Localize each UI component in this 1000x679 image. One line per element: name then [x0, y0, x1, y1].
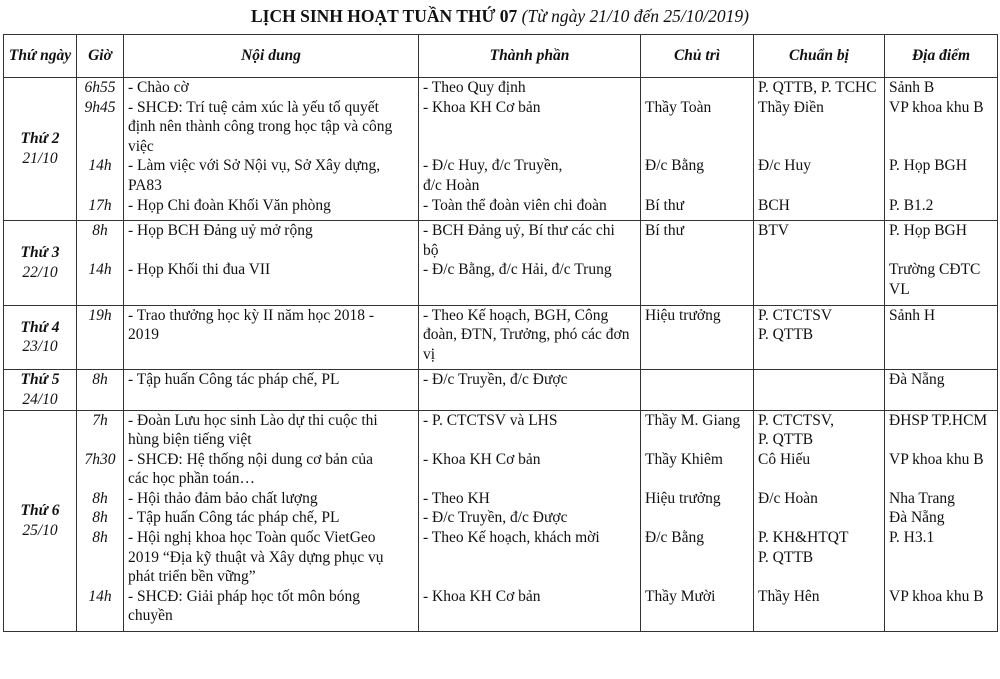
- cell-line: - Toàn thể đoàn viên chi đoàn: [423, 196, 607, 214]
- cell-line: Thầy Toàn: [645, 98, 712, 116]
- members-cell: [419, 221, 641, 305]
- cell-line: Sảnh B: [889, 79, 935, 96]
- cell-line: 2019 “Địa kỹ thuật và Xây dựng phục vụ: [128, 548, 384, 566]
- cell-line: - Hội nghị khoa học Toàn quốc VietGeo: [128, 529, 376, 547]
- members-cell: [419, 305, 641, 370]
- members-cell: [419, 370, 641, 410]
- cell-line: 7h: [92, 411, 108, 429]
- cell-line: - Theo KH: [423, 489, 490, 507]
- cell-line: [889, 325, 993, 345]
- cell-line: [758, 469, 880, 489]
- cell-line: Thầy M. Giang: [645, 411, 741, 429]
- chair-cell: [641, 410, 754, 632]
- day-date: 23/10: [22, 338, 58, 356]
- cell-line: - Họp Chi đoàn Khối Văn phòng: [128, 196, 331, 214]
- cell-line: [81, 567, 119, 587]
- cell-line: [645, 567, 749, 587]
- cell-line: Sảnh H: [889, 306, 936, 324]
- cell-line: [645, 345, 749, 365]
- cell-line: BTV: [758, 222, 789, 240]
- cell-line: - SHCĐ: Trí tuệ cảm xúc là yếu tố quyết: [128, 98, 379, 116]
- place-cell: [885, 305, 998, 370]
- cell-line: Đ/c Hoàn: [758, 489, 818, 507]
- cell-line: P. QTTB: [758, 326, 814, 344]
- cell-line: đoàn, ĐTN, Trưởng, phó các đơn: [423, 326, 630, 344]
- place-cell: [885, 221, 998, 305]
- cell-line: [645, 260, 749, 280]
- cell-line: - Tập huấn Công tác pháp chế, PL: [128, 509, 340, 527]
- cell-line: Thầy Điền: [758, 98, 824, 116]
- cell-line: P. KH&HTQT: [758, 529, 849, 547]
- schedule-table: [3, 34, 998, 632]
- cell-line: 8h: [92, 371, 108, 389]
- cell-line: VP khoa khu B: [889, 450, 984, 468]
- day-row: [4, 305, 998, 370]
- cell-line: [81, 548, 119, 568]
- cell-line: [423, 117, 636, 137]
- time-cell: [77, 305, 124, 370]
- day-name: Thứ 2: [20, 130, 60, 148]
- day-row: [4, 221, 998, 305]
- cell-line: 19h: [88, 306, 112, 324]
- cell-line: - Đ/c Huy, đ/c Truyền,: [423, 157, 563, 175]
- cell-line: - Chào cờ: [128, 79, 189, 96]
- cell-line: [645, 78, 749, 98]
- cell-line: [645, 469, 749, 489]
- cell-line: định nên thành công trong học tập và công: [128, 118, 393, 136]
- time-cell: [77, 78, 124, 221]
- day-cell: [4, 370, 77, 410]
- cell-line: [645, 606, 749, 626]
- cell-line: - BCH Đảng uỷ, Bí thư các chi: [423, 222, 615, 240]
- cell-line: chuyền: [128, 607, 173, 625]
- cell-line: - Khoa KH Cơ bản: [423, 450, 541, 468]
- cell-line: - Khoa KH Cơ bản: [423, 98, 541, 116]
- place-cell: [885, 370, 998, 410]
- cell-line: 8h: [92, 509, 108, 527]
- cell-line: P. QTTB: [758, 431, 814, 449]
- cell-line: [889, 241, 993, 261]
- time-cell: [77, 410, 124, 632]
- cell-line: [81, 176, 119, 196]
- cell-line: [645, 241, 749, 261]
- cell-line: [758, 508, 880, 528]
- day-date: 21/10: [22, 150, 58, 168]
- cell-line: - P. CTCTSV và LHS: [423, 411, 558, 429]
- cell-line: [423, 137, 636, 157]
- cell-line: [645, 117, 749, 137]
- cell-line: [645, 325, 749, 345]
- day-name: Thứ 3: [20, 244, 60, 262]
- header-members: Thành phần: [419, 35, 641, 78]
- cell-line: P. QTTB, P. TCHC: [758, 79, 877, 96]
- cell-line: [758, 176, 880, 196]
- members-cell: [419, 410, 641, 632]
- cell-line: P. CTCTSV,: [758, 411, 834, 429]
- page-title: [0, 6, 1000, 27]
- cell-line: phát triển bền vững”: [128, 568, 256, 586]
- cell-line: - Theo Quy định: [423, 79, 526, 96]
- cell-line: 9h45: [84, 98, 116, 116]
- cell-line: 7h30: [84, 450, 116, 468]
- cell-line: 14h: [88, 587, 112, 605]
- cell-line: P. Họp BGH: [889, 157, 967, 175]
- content-cell: [124, 221, 419, 305]
- cell-line: [423, 430, 636, 450]
- cell-line: 6h55: [84, 79, 116, 96]
- cell-line: đ/c Hoàn: [423, 176, 480, 194]
- cell-line: Thầy Hên: [758, 587, 820, 605]
- cell-line: Bí thư: [645, 222, 684, 240]
- day-row: [4, 78, 998, 221]
- cell-line: [81, 430, 119, 450]
- title-date-range: (Từ ngày 21/10 đến 25/10/2019): [521, 6, 749, 26]
- day-name: Thứ 6: [20, 502, 60, 520]
- cell-line: 14h: [88, 157, 112, 175]
- cell-line: Hiệu trưởng: [645, 489, 721, 507]
- cell-line: 17h: [88, 196, 112, 214]
- cell-line: [889, 606, 993, 626]
- cell-line: ĐHSP TP.HCM: [889, 411, 988, 429]
- header-prepare: Chuẩn bị: [754, 35, 885, 78]
- cell-line: vị: [423, 345, 436, 363]
- cell-line: Thầy Khiêm: [645, 450, 723, 468]
- cell-line: [889, 117, 993, 137]
- cell-line: [645, 176, 749, 196]
- content-cell: [124, 410, 419, 632]
- day-name: Thứ 4: [20, 318, 60, 336]
- cell-line: [758, 117, 880, 137]
- cell-line: [645, 508, 749, 528]
- day-cell: [4, 78, 77, 221]
- cell-line: [128, 345, 414, 365]
- cell-line: Hiệu trưởng: [645, 306, 721, 324]
- cell-line: [889, 176, 993, 196]
- cell-line: [423, 567, 636, 587]
- cell-line: [81, 345, 119, 365]
- cell-line: - Đ/c Truyền, đ/c Được: [423, 371, 568, 389]
- day-date: 24/10: [22, 390, 58, 408]
- cell-line: [645, 370, 749, 390]
- cell-line: - Khoa KH Cơ bản: [423, 587, 541, 605]
- cell-line: [81, 117, 119, 137]
- header-time: Giờ: [77, 35, 124, 78]
- content-cell: [124, 305, 419, 370]
- cell-line: - Hội thảo đảm bảo chất lượng: [128, 489, 318, 507]
- cell-line: [81, 137, 119, 157]
- cell-line: 2019: [128, 326, 159, 344]
- cell-line: [758, 137, 880, 157]
- header-chair: Chủ trì: [641, 35, 754, 78]
- cell-line: - Họp Khối thi đua VII: [128, 261, 271, 279]
- chair-cell: [641, 370, 754, 410]
- cell-line: [645, 548, 749, 568]
- prepare-cell: [754, 305, 885, 370]
- cell-line: Đ/c Bằng: [645, 157, 704, 175]
- cell-line: bộ: [423, 241, 439, 259]
- cell-line: 14h: [88, 261, 112, 279]
- cell-line: Đ/c Bằng: [645, 529, 704, 547]
- cell-line: - Tập huấn Công tác pháp chế, PL: [128, 371, 340, 389]
- cell-line: - Đ/c Bằng, đ/c Hải, đ/c Trung: [423, 261, 612, 279]
- cell-line: Thầy Mười: [645, 587, 716, 605]
- cell-line: [423, 606, 636, 626]
- members-cell: [419, 78, 641, 221]
- cell-line: Bí thư: [645, 196, 684, 214]
- cell-line: [889, 548, 993, 568]
- cell-line: [758, 370, 880, 390]
- cell-line: [81, 469, 119, 489]
- cell-line: [81, 606, 119, 626]
- cell-line: 8h: [92, 222, 108, 240]
- cell-line: [758, 260, 880, 280]
- day-row: [4, 410, 998, 632]
- cell-line: các học phần toán…: [128, 470, 255, 488]
- place-cell: [885, 78, 998, 221]
- cell-line: Đ/c Huy: [758, 157, 811, 175]
- cell-line: - Theo Kế hoạch, BGH, Công: [423, 306, 609, 324]
- cell-line: [81, 241, 119, 261]
- cell-line: [758, 567, 880, 587]
- prepare-cell: [754, 370, 885, 410]
- place-cell: [885, 410, 998, 632]
- day-cell: [4, 305, 77, 370]
- cell-line: [645, 137, 749, 157]
- cell-line: P. CTCTSV: [758, 306, 833, 324]
- chair-cell: [641, 305, 754, 370]
- cell-line: - Làm việc với Sở Nội vụ, Sở Xây dựng,: [128, 157, 381, 175]
- day-name: Thứ 5: [20, 371, 60, 389]
- cell-line: [889, 430, 993, 450]
- cell-line: - Đ/c Truyền, đ/c Được: [423, 509, 568, 527]
- cell-line: việc: [128, 137, 154, 155]
- day-cell: [4, 221, 77, 305]
- cell-line: Nha Trang: [889, 489, 955, 507]
- chair-cell: [641, 78, 754, 221]
- cell-line: - SHCĐ: Giải pháp học tốt môn bóng: [128, 587, 361, 605]
- cell-line: [645, 430, 749, 450]
- day-date: 25/10: [22, 521, 58, 539]
- cell-line: [889, 137, 993, 157]
- content-cell: [124, 78, 419, 221]
- cell-line: PA83: [128, 176, 162, 194]
- cell-line: P. Họp BGH: [889, 222, 967, 240]
- cell-line: [758, 606, 880, 626]
- cell-line: P. H3.1: [889, 529, 935, 547]
- title-main: LỊCH SINH HOẠT TUẦN THỨ 07: [251, 6, 518, 26]
- header-place: Địa điểm: [885, 35, 998, 78]
- time-cell: [77, 370, 124, 410]
- day-date: 22/10: [22, 263, 58, 281]
- cell-line: VP khoa khu B: [889, 587, 984, 605]
- cell-line: [889, 567, 993, 587]
- cell-line: Đà Nẵng: [889, 371, 945, 389]
- cell-line: [423, 548, 636, 568]
- cell-line: [889, 469, 993, 489]
- cell-line: - Trao thưởng học kỳ II năm học 2018 -: [128, 306, 375, 324]
- prepare-cell: [754, 78, 885, 221]
- cell-line: Trường CĐTC VL: [889, 261, 981, 298]
- header-day: Thứ ngày: [4, 35, 77, 78]
- cell-line: 8h: [92, 529, 108, 547]
- content-cell: [124, 370, 419, 410]
- header-content: Nội dung: [124, 35, 419, 78]
- time-cell: [77, 221, 124, 305]
- cell-line: Cô Hiếu: [758, 450, 811, 468]
- cell-line: - Họp BCH Đảng uỷ mở rộng: [128, 222, 313, 240]
- cell-line: VP khoa khu B: [889, 98, 984, 116]
- day-cell: [4, 410, 77, 632]
- cell-line: [128, 241, 414, 261]
- cell-line: - Đoàn Lưu học sinh Lào dự thi cuộc thi: [128, 411, 378, 429]
- cell-line: - Theo Kế hoạch, khách mời: [423, 529, 600, 547]
- cell-line: [889, 345, 993, 365]
- day-row: [4, 370, 998, 410]
- cell-line: [423, 469, 636, 489]
- header-row: [4, 35, 998, 78]
- cell-line: BCH: [758, 196, 790, 214]
- cell-line: - SHCĐ: Hệ thống nội dung cơ bản của: [128, 450, 373, 468]
- prepare-cell: [754, 221, 885, 305]
- cell-line: [81, 325, 119, 345]
- cell-line: 8h: [92, 489, 108, 507]
- cell-line: Đà Nẵng: [889, 509, 945, 527]
- cell-line: [758, 241, 880, 261]
- cell-line: hùng biện tiếng việt: [128, 431, 252, 449]
- cell-line: P. B1.2: [889, 196, 934, 214]
- chair-cell: [641, 221, 754, 305]
- cell-line: [758, 345, 880, 365]
- cell-line: P. QTTB: [758, 548, 814, 566]
- prepare-cell: [754, 410, 885, 632]
